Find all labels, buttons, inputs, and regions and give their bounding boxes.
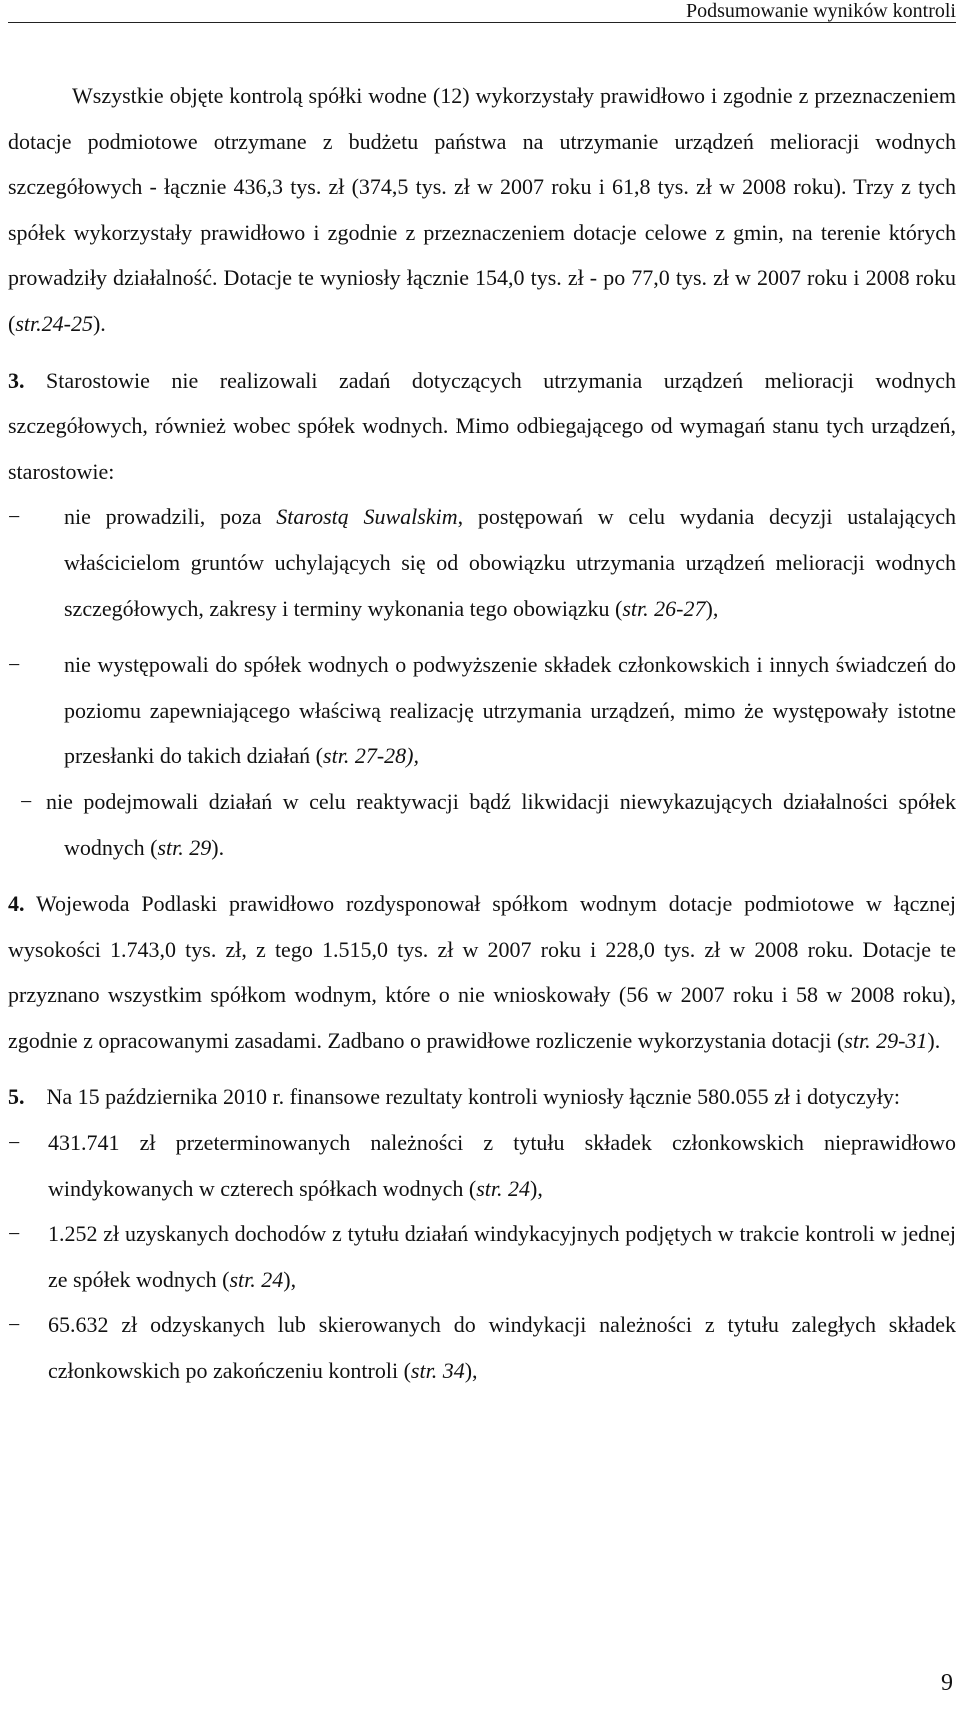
page-content [8, 73, 956, 1394]
page-reference: str. 27-28), [323, 743, 419, 769]
paragraph-point-4 [8, 881, 956, 1063]
page-reference: str. 29-31 [844, 1027, 928, 1053]
page-number: 9 [941, 1670, 953, 1696]
dash-bullet: − [8, 1221, 21, 1247]
list-item [8, 494, 956, 631]
paragraph-text: ). [927, 1027, 941, 1053]
point-number: 5. [8, 1084, 25, 1110]
list-item [8, 1302, 956, 1393]
header-title: Podsumowanie wyników kontroli [686, 0, 956, 22]
paragraph-point-5 [8, 1074, 956, 1120]
page-reference: str. 34 [410, 1358, 465, 1384]
page-reference: str.24-25 [15, 310, 93, 336]
list-text: ). [211, 834, 225, 860]
list-item [8, 779, 956, 870]
list-item [8, 1120, 956, 1211]
point-number: 4. [8, 891, 25, 917]
list-text: 1.252 zł uzyskanych dochodów z tytułu działań windykacyjnych podjętych w trakcie kontroli w jednej ze spółek wodnych ( [48, 1221, 956, 1292]
dash-bullet: − [8, 1130, 21, 1156]
page-reference: str. 24 [476, 1175, 531, 1201]
paragraph-text: Starostowie nie realizowali zadań dotyczących utrzymania urządzeń melioracji wodnych szczegółowych, również wobec spółek wodnych. Mimo odbiegającego od wymagań stanu tych urządzeń, starostowie: [8, 367, 956, 484]
list-text: ), [530, 1175, 543, 1201]
page-reference: str. 24 [229, 1266, 284, 1292]
dash-bullet: − [8, 1312, 21, 1338]
list-text: nie prowadzili, poza [64, 504, 277, 530]
page-header [8, 0, 956, 23]
list-item [8, 642, 956, 779]
dash-bullet: − [20, 788, 33, 814]
list-text: 65.632 zł odzyskanych lub skierowanych do windykacji należności z tytułu zaległych składek członkowskich po zakończeniu kontroli ( [48, 1312, 956, 1384]
dash-bullet: − [8, 652, 21, 678]
list-text: 431.741 zł przeterminowanych należności z tytułu składek członkowskich nieprawidłowo windykowanych w czterech spółkach wodnych ( [48, 1130, 956, 1201]
emphasis-text: Starostą Suwalskim [276, 504, 458, 530]
paragraph-text: Na 15 października 2010 r. finansowe rezultaty kontroli wyniosły łącznie 580.055 zł i dotyczyły: [24, 1084, 900, 1110]
list-text: nie [46, 788, 73, 814]
page-reference: str. 29 [157, 834, 212, 860]
list-text: , postępowań w celu wydania decyzji ustalających właścicielom gruntów uchylających się od obowiązku utrzymania urządzeń melioracji wodnych szczegółowych, zakresy i terminy wykonania tego obowiązku ( [64, 504, 956, 621]
list-text: ), [283, 1266, 297, 1292]
list-text: ), [705, 595, 719, 621]
list-text: nie występowali do spółek wodnych o podwyższenie składek członkowskich i innych świadczeń do poziomu zapewniającego właściwą realizację utrzymania urządzeń, mimo że występowały istotne przesłanki do takich działań ( [64, 652, 956, 769]
list-text: podejmowali działań w celu reaktywacji bądź likwidacji niewykazujących działalności spółek wodnych ( [64, 788, 956, 860]
point-number: 3. [8, 367, 25, 393]
list-item [8, 1211, 956, 1302]
paragraph-text: ). [92, 310, 106, 336]
list-text: ), [464, 1358, 478, 1384]
paragraph-point-3 [8, 358, 956, 495]
paragraph-text: Wojewoda Podlaski prawidłowo rozdysponował spółkom wodnym dotacje podmiotowe w łącznej wysokości 1.743,0 tys. zł, z tego 1.515,0 tys. zł w 2007 roku i 228,0 tys. zł w 2008 roku. Dotacje te przyznano wszystkim spółkom wodnym, które o nie wnioskowały (56 w 2007 roku i 58 w 2008 roku), zgodnie z opracowanymi zasadami. Zadbano o prawidłowe rozliczenie wykorzystania dotacji ( [8, 891, 956, 1053]
paragraph-text: Wszystkie objęte kontrolą spółki wodne (12) wykorzystały prawidłowo i zgodnie z przeznaczeniem dotacje podmiotowe otrzymane z budżetu państwa na utrzymanie urządzeń melioracji wodnych szczegółowych - łącznie 436,3 tys. zł (374,5 tys. zł w 2007 roku i 61,8 tys. zł w 2008 roku). Trzy z tych spółek wykorzystały prawidłowo i zgodnie z przeznaczeniem dotacje celowe z gmin, na terenie których prowadziły działalność. Dotacje te wyniosły łącznie 154,0 tys. zł - po 77,0 tys. zł w 2007 roku i 2008 roku ( [8, 83, 956, 336]
page-reference: str. 26-27 [622, 595, 706, 621]
paragraph-subsidies [8, 73, 956, 347]
dash-bullet: − [8, 504, 21, 530]
